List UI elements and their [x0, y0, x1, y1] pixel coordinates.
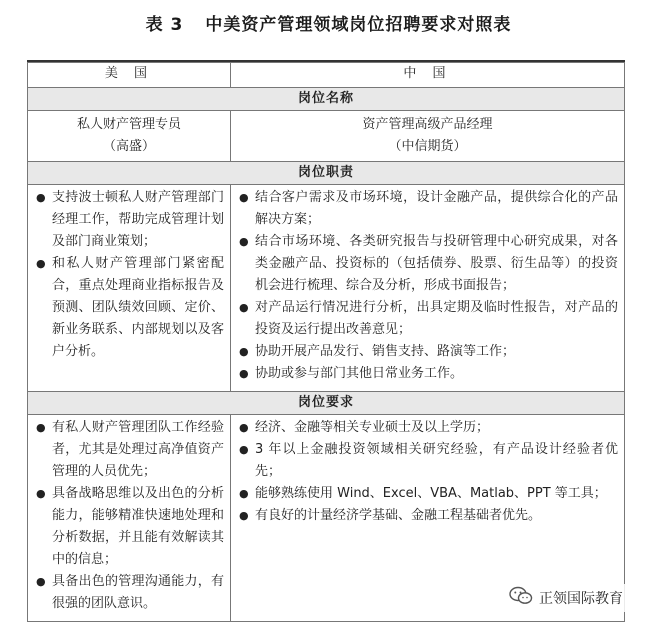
bullet-icon: ● — [36, 487, 46, 500]
bullet-icon: ● — [239, 509, 249, 522]
section-label-requirements: 岗位要求 — [28, 392, 625, 415]
section-row-duties — [28, 162, 625, 185]
list-item: ● 经济、金融等相关专业硕士及以上学历； — [239, 417, 618, 439]
list-item: ● 具备出色的管理沟通能力，有很强的团队意识。 — [36, 571, 224, 615]
table-caption: 中美资产管理领域岗位招聘要求对照表 — [205, 15, 512, 35]
position-row — [28, 111, 625, 162]
bullet-icon: ● — [239, 301, 249, 314]
table-number: 表 3 — [145, 15, 184, 35]
list-item: ● 能够熟练使用 Wind、Excel、VBA、Matlab、PPT 等工具； — [239, 483, 618, 505]
bullet-icon: ● — [239, 367, 249, 380]
us-company: （高盛） — [102, 139, 155, 154]
cn-position-cell — [231, 111, 625, 162]
section-label-position-name: 岗位名称 — [28, 88, 625, 111]
list-item: ● 结合市场环境、各类研究报告与投研管理中心研究成果，对各类金融产品、投资标的（包括债券、股票、衍生品等）的投资机会进行梳理、综合及分析，形成书面报告； — [239, 231, 618, 297]
list-item: ● 对产品运行情况进行分析，出具定期及临时性报告，对产品的投资及运行提出改善意见； — [239, 297, 618, 341]
bullet-icon: ● — [36, 191, 46, 204]
table-title — [0, 10, 649, 35]
watermark — [505, 584, 627, 612]
section-label-duties: 岗位职责 — [28, 162, 625, 185]
bullet-icon: ● — [239, 443, 249, 456]
cn-position-title: 资产管理高级产品经理 — [362, 117, 493, 132]
list-item: ● 3 年以上金融投资领域相关研究经验，有产品设计经验者优先； — [239, 439, 618, 483]
bullet-icon: ● — [239, 345, 249, 358]
us-duties-list — [28, 185, 230, 369]
us-position-cell — [28, 111, 231, 162]
list-item: ● 有私人财产管理团队工作经验者，尤其是处理过高净值资产管理的人员优先； — [36, 417, 224, 483]
bullet-icon: ● — [36, 257, 46, 270]
us-requirements-cell — [28, 415, 231, 622]
bullet-icon: ● — [239, 235, 249, 248]
list-item: ● 支持波士顿私人财产管理部门经理工作，帮助完成管理计划及部门商业策划； — [36, 187, 224, 253]
column-header-us: 美 国 — [28, 63, 231, 88]
list-item: ● 具备战略思维以及出色的分析能力，能够精准快速地处理和分析数据，并且能有效解读其中的信息； — [36, 483, 224, 571]
bullet-icon: ● — [239, 191, 249, 204]
bullet-icon: ● — [239, 487, 249, 500]
watermark-text: 正领国际教育 — [539, 591, 623, 607]
us-requirements-list — [28, 415, 230, 621]
cn-duties-list — [231, 185, 624, 391]
column-header-cn: 中 国 — [231, 63, 625, 88]
section-row-position-name — [28, 88, 625, 111]
section-row-requirements — [28, 392, 625, 415]
cn-company: （中信期货） — [388, 139, 467, 154]
cn-duties-cell — [231, 185, 625, 392]
bullet-icon: ● — [36, 575, 46, 588]
duties-row — [28, 185, 625, 392]
cn-requirements-list — [231, 415, 624, 533]
list-item: ● 有良好的计量经济学基础、金融工程基础者优先。 — [239, 505, 618, 527]
list-item: ● 协助或参与部门其他日常业务工作。 — [239, 363, 618, 385]
comparison-table — [27, 62, 625, 622]
wechat-icon — [509, 586, 539, 610]
list-item: ● 和私人财产管理部门紧密配合，重点处理商业指标报告及预测、团队绩效回顾、定价、新业务联系、内部规划以及客户分析。 — [36, 253, 224, 363]
us-position-title: 私人财产管理专员 — [76, 117, 181, 132]
list-item: ● 结合客户需求及市场环境，设计金融产品，提供综合化的产品解决方案； — [239, 187, 618, 231]
bullet-icon: ● — [36, 421, 46, 434]
header-row — [28, 63, 625, 88]
list-item: ● 协助开展产品发行、销售支持、路演等工作； — [239, 341, 618, 363]
us-duties-cell — [28, 185, 231, 392]
bullet-icon: ● — [239, 421, 249, 434]
